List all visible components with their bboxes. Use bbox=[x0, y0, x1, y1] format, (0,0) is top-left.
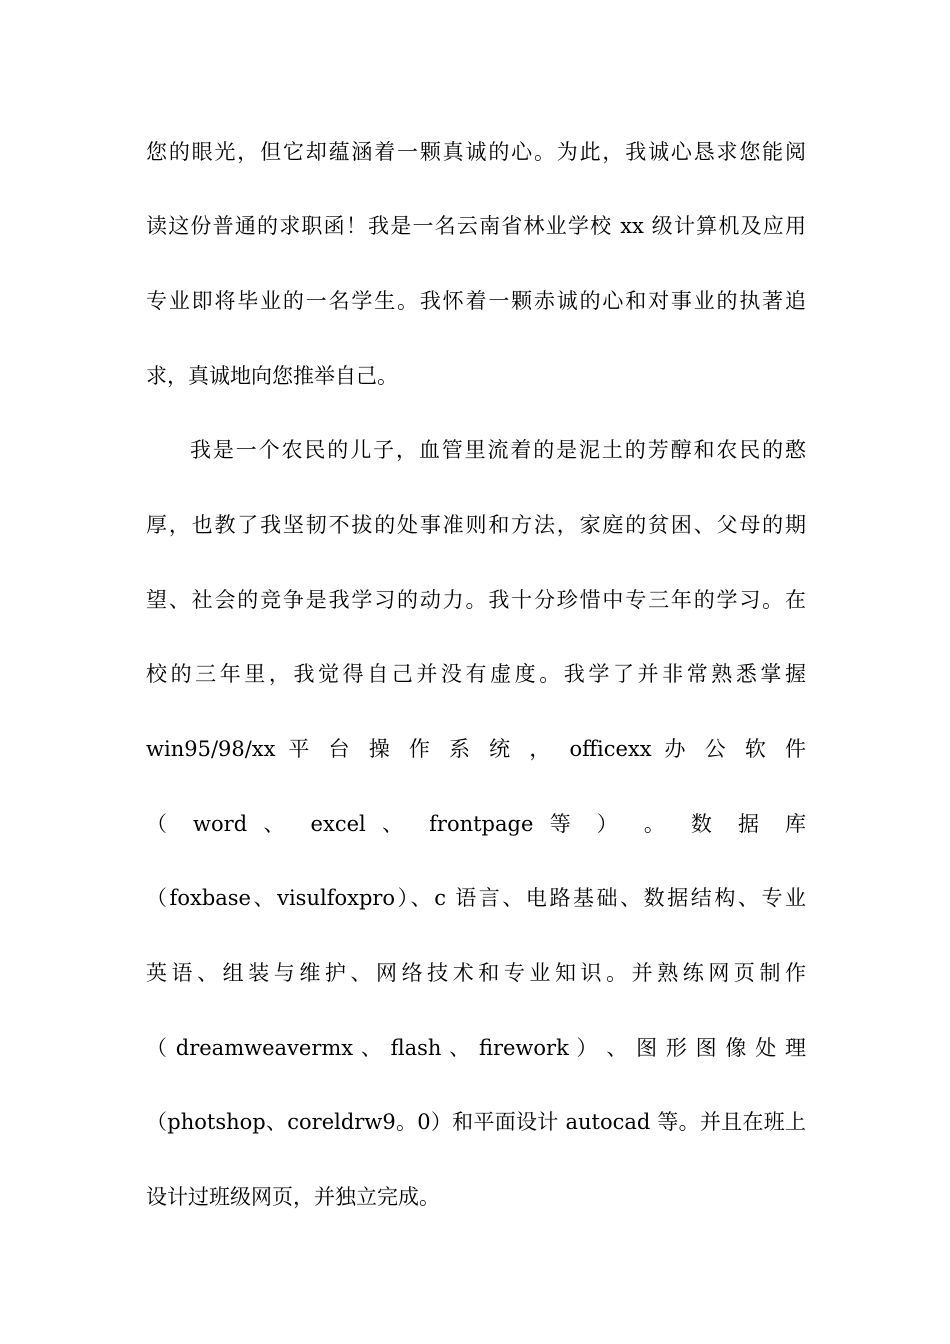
text-line-12: 英语、组装与维护、网络技术和专业知识。并熟练网页制作 bbox=[146, 961, 806, 985]
text-line-15: 设计过班级网页，并独立完成。 bbox=[146, 1185, 440, 1209]
text-line-4: 求，真诚地向您推举自己。 bbox=[146, 364, 398, 388]
text-line-9: win95/98/xx 平 台 操 作 系 统 ， officexx 办 公 软 件 bbox=[146, 737, 806, 761]
text-line-6: 厚，也教了我坚韧不拔的处事准则和方法，家庭的贫困、父母的期 bbox=[146, 513, 806, 537]
text-line-1: 您的眼光，但它却蕴涵着一颗真诚的心。为此，我诚心恳求您能阅 bbox=[146, 140, 806, 164]
text-line-7: 望、社会的竞争是我学习的动力。我十分珍惜中专三年的学习。在 bbox=[146, 588, 806, 612]
text-line-11: （foxbase、visulfoxpro）、c 语言、电路基础、数据结构、专业 bbox=[146, 886, 806, 910]
paragraph-2-line-1: 我是一个农民的儿子，血管里流着的是泥土的芳醇和农民的憨 bbox=[190, 438, 806, 462]
text-line-10: （ word 、 excel 、 frontpage 等 ） 。 数 据 库 bbox=[146, 812, 806, 836]
text-line-14: （photshop、coreldrw9。0）和平面设计 autocad 等。并且在班上 bbox=[146, 1110, 806, 1134]
text-line-3: 专业即将毕业的一名学生。我怀着一颗赤诚的心和对事业的执著追 bbox=[146, 289, 806, 313]
text-line-13: （ dreamweavermx 、 flash 、 firework ） 、 图 形 图 像 处 理 bbox=[146, 1036, 806, 1060]
text-line-8: 校的三年里，我觉得自己并没有虚度。我学了并非常熟悉掌握 bbox=[146, 662, 806, 686]
text-line-2: 读这份普通的求职函！我是一名云南省林业学校 xx 级计算机及应用 bbox=[146, 214, 806, 238]
